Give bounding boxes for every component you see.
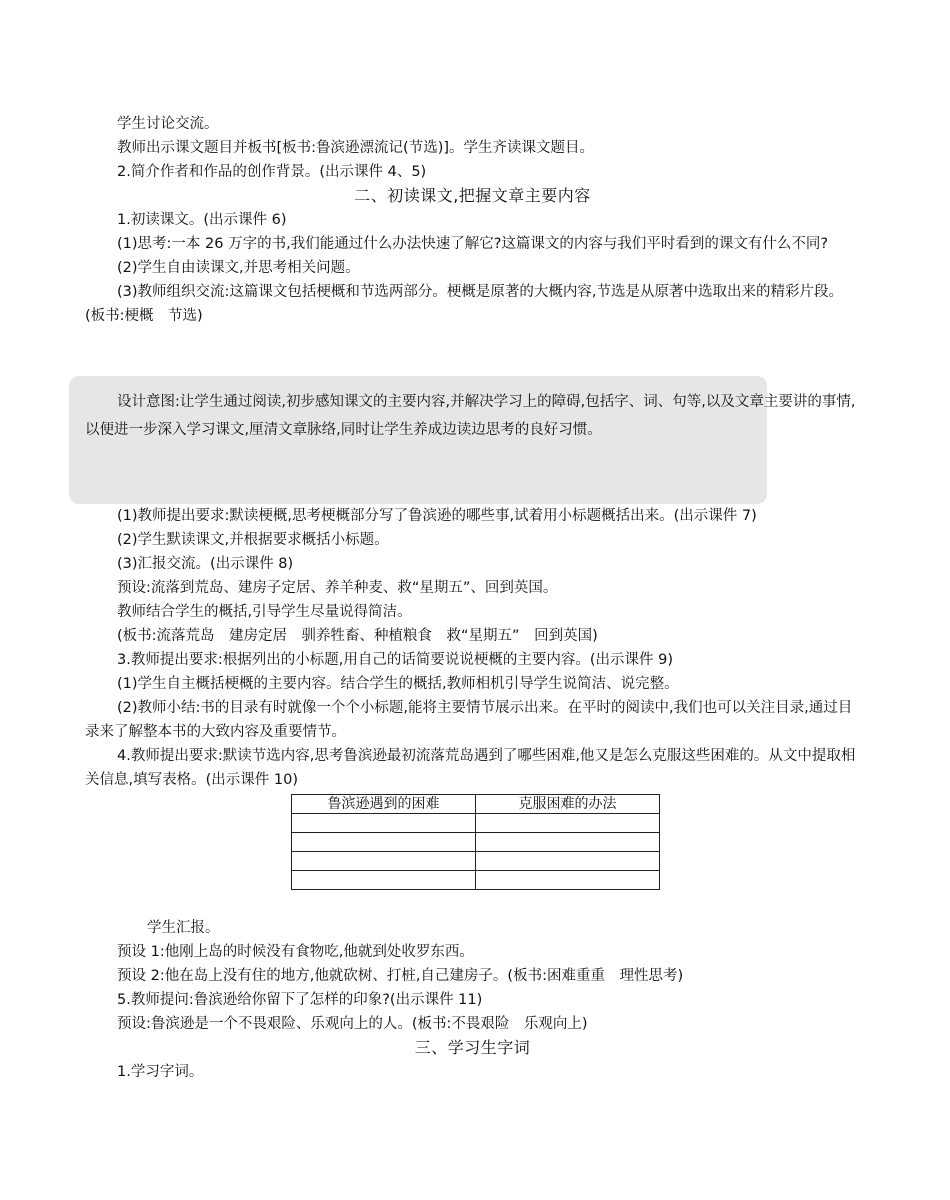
paragraph: 教师结合学生的概括,引导学生尽量说得简洁。 bbox=[117, 604, 412, 620]
paragraph: 预设:鲁滨逊是一个不畏艰险、乐观向上的人。(板书:不畏艰险 乐观向上) bbox=[117, 1016, 588, 1032]
table-cell bbox=[476, 814, 660, 833]
table-cell bbox=[292, 871, 476, 890]
paragraph: 教师出示课文题目并板书[板书:鲁滨逊漂流记(节选)]。学生齐读课文题目。 bbox=[117, 140, 595, 156]
paragraph: 预设:流落到荒岛、建房子定居、养羊种麦、救“星期五”、回到英国。 bbox=[117, 580, 558, 596]
table-row bbox=[292, 852, 660, 871]
table-row bbox=[292, 814, 660, 833]
table-cell bbox=[476, 871, 660, 890]
paragraph: 1.学习字词。 bbox=[117, 1064, 204, 1080]
table-row bbox=[292, 871, 660, 890]
paragraph: (3)汇报交流。(出示课件 8) bbox=[117, 556, 294, 572]
table-header-cell: 克服困难的办法 bbox=[476, 795, 660, 814]
paragraph: (1)思考:一本 26 万字的书,我们能通过什么办法快速了解它?这篇课文的内容与我们平时看到的课文有什么不同? bbox=[117, 236, 829, 252]
paragraph: 预设 1:他刚上岛的时候没有食物吃,他就到处收罗东西。 bbox=[117, 944, 474, 960]
paragraph: (2)教师小结:书的目录有时就像一个个小标题,能将主要情节展示出来。在平时的阅读中,我们也可以关注目录,通过目录来了解整本书的大致内容及重要情节。 bbox=[85, 700, 853, 740]
paragraph: 5.教师提问:鲁滨逊给你留下了怎样的印象?(出示课件 11) bbox=[117, 992, 483, 1008]
paragraph: 预设 2:他在岛上没有住的地方,他就砍树、打桩,自己建房子。(板书:困难重重 理性思考) bbox=[117, 968, 684, 984]
spacer bbox=[85, 890, 860, 916]
section-heading: 二、初读课文,把握文章主要内容 bbox=[354, 186, 591, 205]
table-cell bbox=[292, 833, 476, 852]
paragraph: 学生讨论交流。 bbox=[117, 116, 219, 132]
table-cell bbox=[292, 814, 476, 833]
table-cell bbox=[476, 833, 660, 852]
table-row bbox=[292, 833, 660, 852]
paragraph: 1.初读课文。(出示课件 6) bbox=[117, 212, 287, 228]
section-heading: 三、学习生字词 bbox=[414, 1038, 531, 1057]
table-cell bbox=[292, 852, 476, 871]
table-header-row bbox=[292, 795, 660, 814]
design-intent-text: 设计意图:让学生通过阅读,初步感知课文的主要内容,并解决学习上的障碍,包括字、词、句等,以及文章主要讲的事情,以便进一步深入学习课文,厘清文章脉络,同时让学生养成边读边思考的良好习惯。 bbox=[85, 394, 856, 438]
paragraph: 学生汇报。 bbox=[147, 920, 220, 936]
paragraph: 3.教师提出要求:根据列出的小标题,用自己的话简要说说梗概的主要内容。(出示课件 9) bbox=[117, 652, 673, 668]
design-intent-box bbox=[85, 376, 860, 458]
paragraph: (3)教师组织交流:这篇课文包括梗概和节选两部分。梗概是原著的大概内容,节选是从原著中选取出来的精彩片段。(板书:梗概 节选) bbox=[85, 284, 844, 324]
table-cell bbox=[476, 852, 660, 871]
paragraph: (2)学生默读课文,并根据要求概括小标题。 bbox=[117, 532, 389, 548]
paragraph: (1)学生自主概括梗概的主要内容。结合学生的概括,教师相机引导学生说简洁、说完整。 bbox=[117, 676, 679, 692]
difficulty-table bbox=[291, 794, 660, 890]
table-header-cell: 鲁滨逊遇到的困难 bbox=[292, 795, 476, 814]
paragraph: (板书:流落荒岛 建房定居 驯养牲畜、种植粮食 救“星期五” 回到英国) bbox=[117, 628, 598, 644]
paragraph: (1)教师提出要求:默读梗概,思考梗概部分写了鲁滨逊的哪些事,试着用小标题概括出来。(出示课件 7) bbox=[117, 508, 757, 524]
paragraph: (2)学生自由读课文,并思考相关问题。 bbox=[117, 260, 360, 276]
paragraph: 2.简介作者和作品的创作背景。(出示课件 4、5) bbox=[117, 164, 427, 180]
document-page bbox=[85, 112, 860, 1084]
paragraph: 4.教师提出要求:默读节选内容,思考鲁滨逊最初流落荒岛遇到了哪些困难,他又是怎么克服这些困难的。从文中提取相关信息,填写表格。(出示课件 10) bbox=[85, 748, 856, 788]
spacer bbox=[85, 328, 860, 376]
